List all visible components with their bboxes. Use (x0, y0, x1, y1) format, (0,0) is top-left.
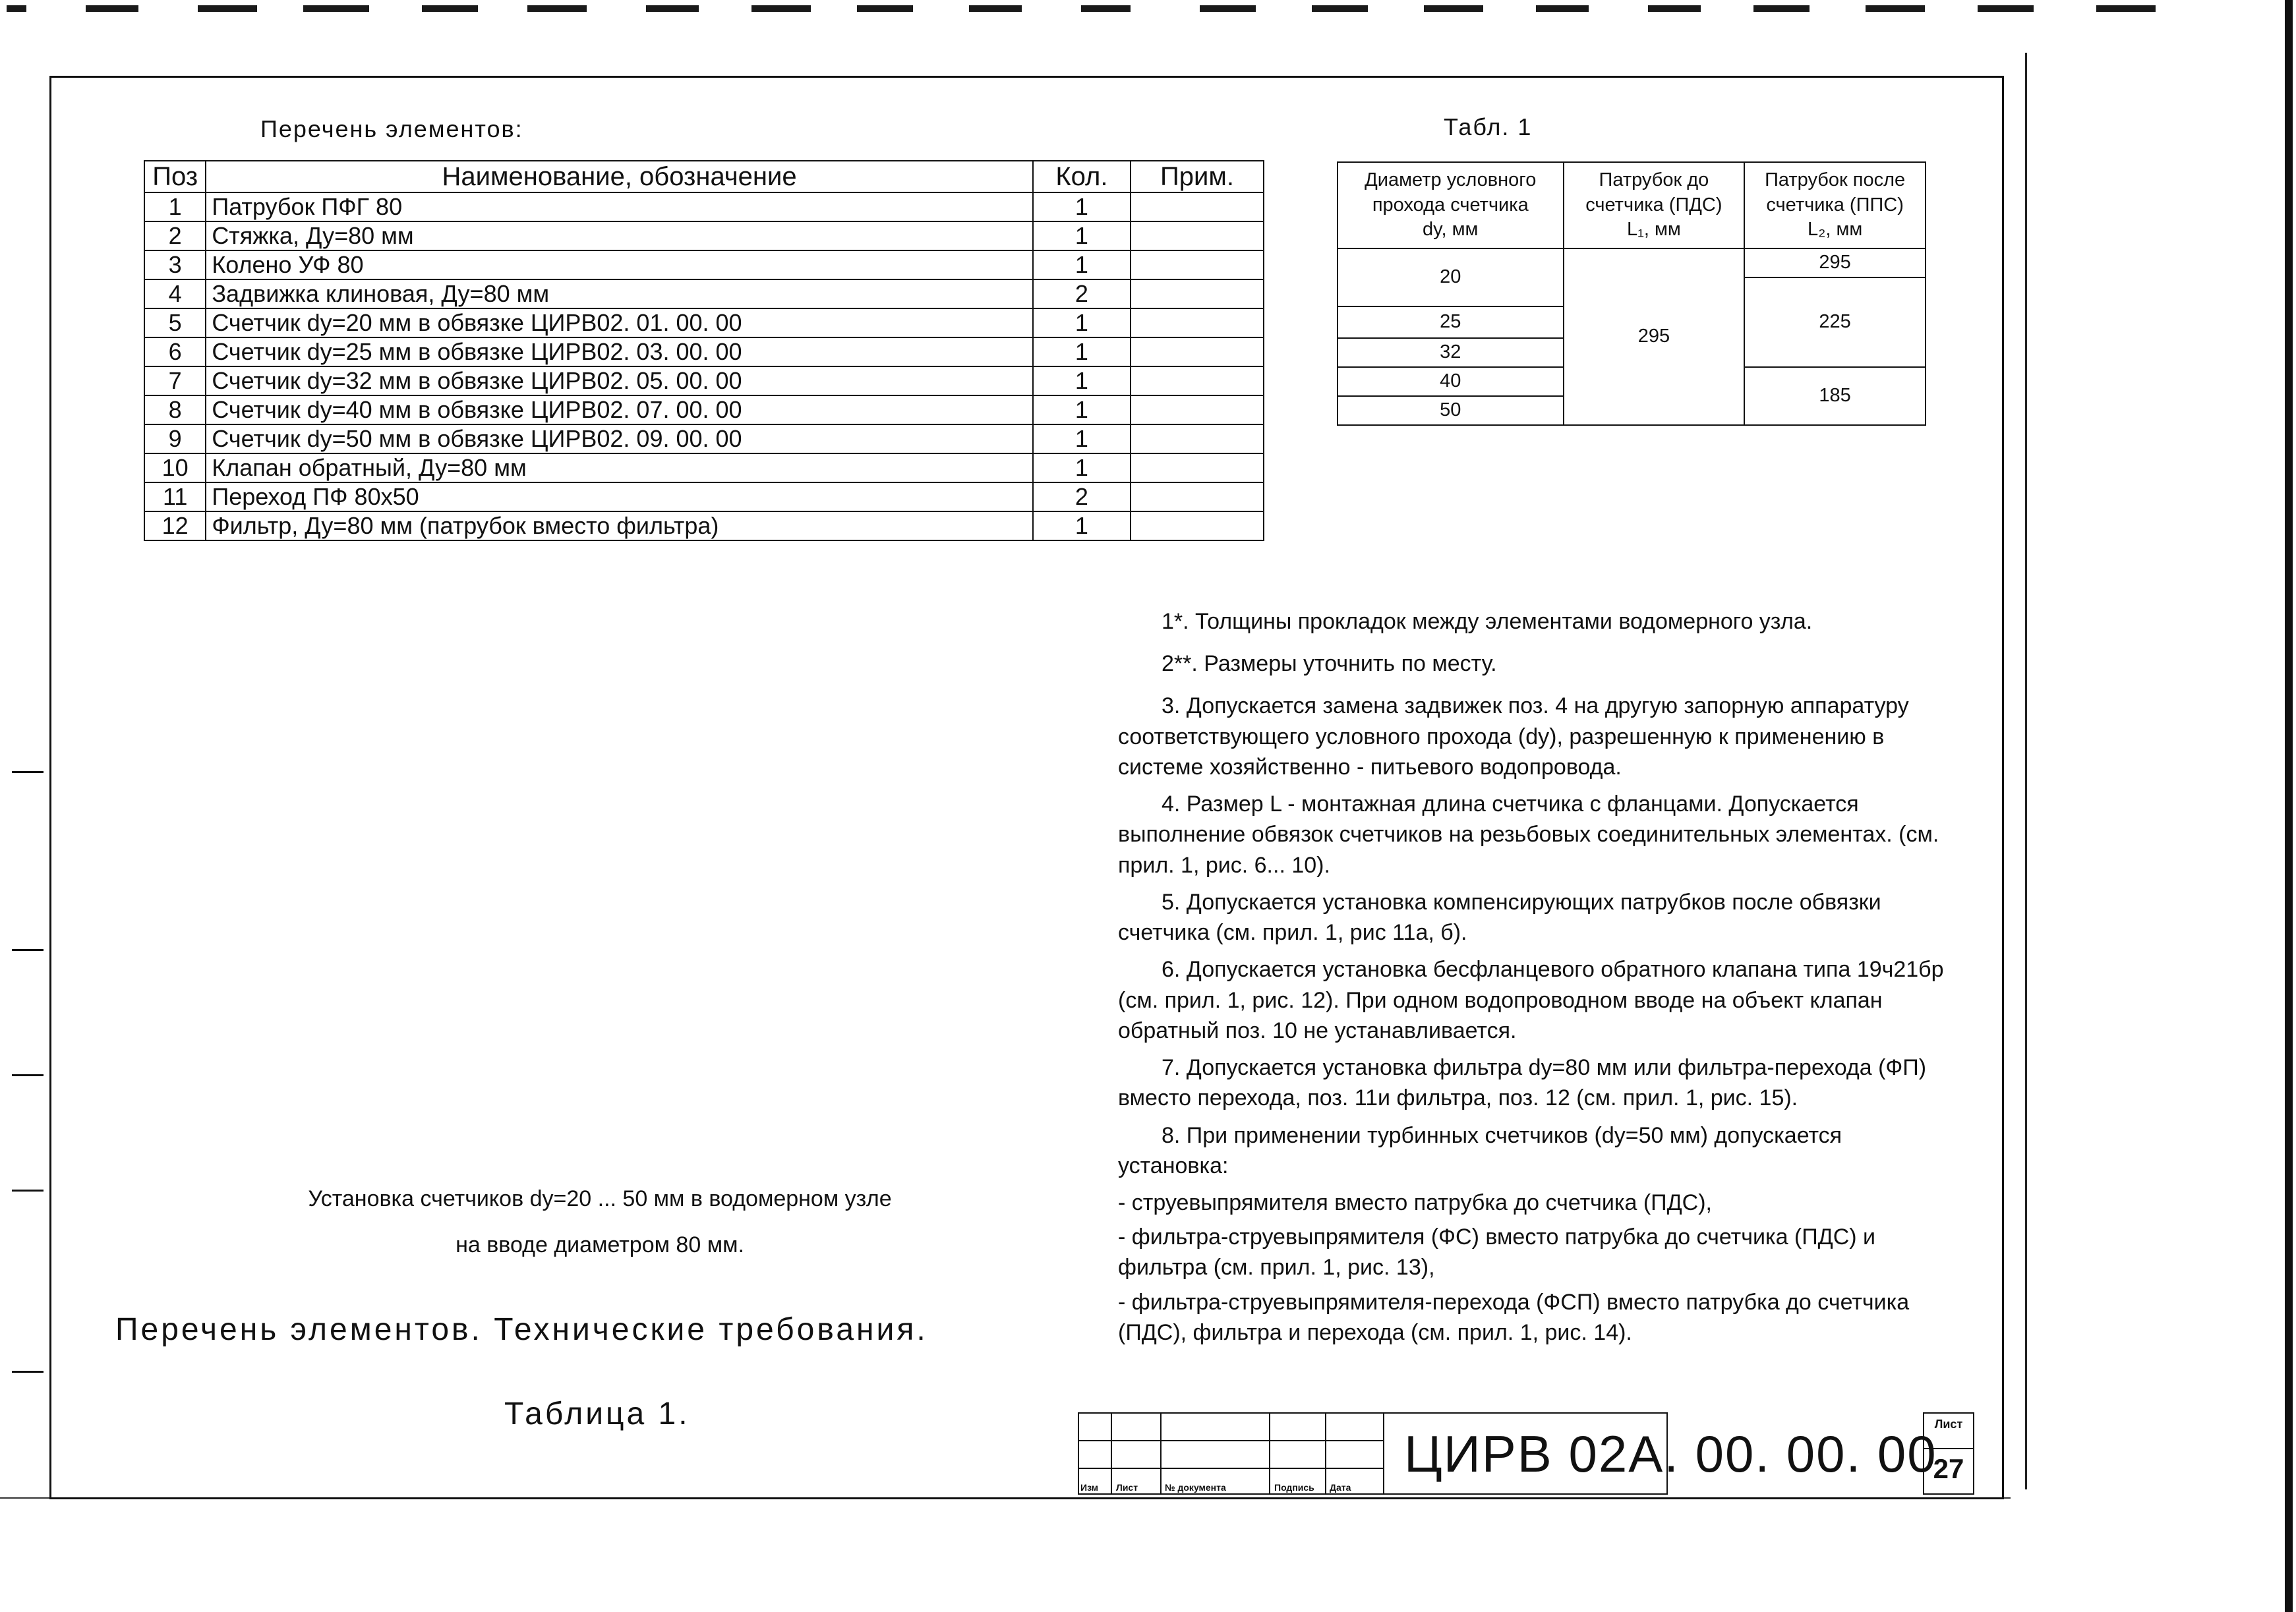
note-item: 1*. Толщины прокладок между элементами водомерного узла. (1162, 609, 1813, 634)
note-item: - фильтра-струевыпрямителя-перехода (ФСП) вместо патрубка до счетчика (ПДС), фильтра и перехода (см. прил. 1, рис. 14). (1118, 1289, 1910, 1345)
row-note (1131, 250, 1264, 279)
row-pos: 3 (144, 250, 206, 279)
table-row (144, 366, 1264, 395)
header-line: счетчика (ПДС) (1585, 194, 1722, 216)
dy-cell: 25 (1338, 306, 1564, 338)
row-note (1131, 279, 1264, 308)
elements-table (144, 160, 1264, 541)
row-qty: 1 (1033, 221, 1131, 250)
stamp-label-list: Лист (1116, 1482, 1138, 1493)
header-line: Патрубок после (1765, 169, 1906, 190)
row-name: Счетчик dy=25 мм в обвязке ЦИРВ02. 03. 00. 00 (206, 337, 1033, 366)
row-qty: 2 (1033, 279, 1131, 308)
row-name: Переход ПФ 80х50 (206, 482, 1033, 511)
header-note: Прим. (1131, 161, 1264, 192)
note-item: 4. Размер L - монтажная длина счетчика с фланцами. Допускается выполнение обвязок счетчиков на резьбовых соединительных элементах. (см. прил. 1, рис. 6... 10). (1118, 792, 1939, 878)
table-row (144, 279, 1264, 308)
table1-header-pds (1564, 162, 1745, 248)
table-row (144, 192, 1264, 221)
pps-cell: 295 (1744, 248, 1926, 277)
header-line: Диаметр условного (1365, 169, 1537, 190)
table-row (144, 337, 1264, 366)
stamp-row-line (1078, 1468, 1384, 1469)
elements-header-row (144, 161, 1264, 192)
dy-cell: 50 (1338, 396, 1564, 425)
stamp-label-izm: Изм (1080, 1482, 1099, 1493)
header-line: L₁, мм (1626, 219, 1681, 241)
row-pos: 9 (144, 424, 206, 453)
note-item: - фильтра-струевыпрямителя (ФС) вместо патрубка до счетчика (ПДС) и фильтра (см. прил. 1, рис. 13), (1118, 1224, 1876, 1281)
drawing-caption-line2: на вводе диаметром 80 мм. (456, 1232, 744, 1257)
stamp-label-sign: Подпись (1274, 1482, 1314, 1493)
note-item: 3. Допускается замена задвижек поз. 4 на другую запорную аппаратуру соответствующего условного прохода (dy), разрешенную к применению в системе хозяйственно - питьевого водопровода. (1118, 693, 1909, 780)
row-qty: 1 (1033, 337, 1131, 366)
row-qty: 2 (1033, 482, 1131, 511)
sheet-box (1923, 1412, 1974, 1495)
table-row (144, 511, 1264, 540)
row-note (1131, 511, 1264, 540)
row-note (1131, 337, 1264, 366)
pps-cell: 185 (1744, 367, 1926, 425)
header-qty: Кол. (1033, 161, 1131, 192)
row-note (1131, 395, 1264, 424)
left-margin-mark (12, 1371, 44, 1373)
header-name: Наименование, обозначение (206, 161, 1033, 192)
note-item: 7. Допускается установка фильтра dy=80 мм или фильтра-перехода (ФП) вместо перехода, поз. 11и фильтра, поз. 12 (см. прил. 1, рис. 15). (1118, 1055, 1927, 1111)
dy-cell: 32 (1338, 338, 1564, 367)
left-margin-mark (12, 1074, 44, 1076)
row-qty: 1 (1033, 424, 1131, 453)
table-row (144, 482, 1264, 511)
table-row (144, 453, 1264, 482)
elements-heading: Перечень элементов: (260, 115, 523, 142)
row-qty: 1 (1033, 250, 1131, 279)
left-margin-mark (12, 771, 44, 773)
row-pos: 6 (144, 337, 206, 366)
pps-cell: 225 (1744, 277, 1926, 367)
row-pos: 7 (144, 366, 206, 395)
sheet-right-line (2025, 53, 2027, 1489)
row-pos: 5 (144, 308, 206, 337)
dy-cell: 40 (1338, 367, 1564, 396)
row-pos: 4 (144, 279, 206, 308)
table1-header-row (1338, 162, 1926, 248)
row-note (1131, 192, 1264, 221)
row-name: Стяжка, Ду=80 мм (206, 221, 1033, 250)
row-name: Счетчик dy=40 мм в обвязке ЦИРВ02. 07. 00. 00 (206, 395, 1033, 424)
stamp-row-line (1078, 1440, 1384, 1441)
drawing-caption-line1: Установка счетчиков dy=20 ... 50 мм в водомерном узле (308, 1186, 892, 1211)
row-qty: 1 (1033, 366, 1131, 395)
stamp-label-doc: № документа (1165, 1482, 1226, 1493)
note-item: 6. Допускается установка бесфланцевого обратного клапана типа 19ч21бр (см. прил. 1, рис. 12). При одном водопроводном вводе на объект клапан обратный поз. 10 не устанавливается. (1118, 957, 1944, 1043)
row-qty: 1 (1033, 395, 1131, 424)
table-row (144, 221, 1264, 250)
row-name: Счетчик dy=32 мм в обвязке ЦИРВ02. 05. 00. 00 (206, 366, 1033, 395)
header-line: прохода счетчика (1372, 194, 1529, 216)
header-line: Патрубок до (1599, 169, 1709, 190)
document-code: ЦИРВ 02А. 00. 00. 00 (1404, 1425, 1937, 1483)
row-note (1131, 221, 1264, 250)
row-name: Патрубок ПФГ 80 (206, 192, 1033, 221)
row-pos: 2 (144, 221, 206, 250)
row-note (1131, 308, 1264, 337)
row-name: Клапан обратный, Ду=80 мм (206, 453, 1033, 482)
sheet-number: 27 (1924, 1448, 1973, 1485)
table1-header-pps (1744, 162, 1926, 248)
row-name: Фильтр, Ду=80 мм (патрубок вместо фильтра) (206, 511, 1033, 540)
note-item: - струевыпрямителя вместо патрубка до счетчика (ПДС), (1118, 1190, 1712, 1215)
table-row (144, 250, 1264, 279)
note-item: 8. При применении турбинных счетчиков (dy=50 мм) допускается установка: (1118, 1122, 1842, 1178)
scan-edge-bar (2285, 0, 2293, 1612)
table-row (144, 395, 1264, 424)
table-row (1338, 248, 1926, 277)
row-pos: 1 (144, 192, 206, 221)
left-margin-mark (12, 949, 44, 951)
row-name: Колено УФ 80 (206, 250, 1033, 279)
title-block (1078, 1412, 1974, 1495)
header-line: dy, мм (1423, 219, 1479, 241)
row-qty: 1 (1033, 511, 1131, 540)
row-name: Задвижка клиновая, Ду=80 мм (206, 279, 1033, 308)
pds-cell: 295 (1564, 248, 1745, 425)
table1 (1337, 161, 1926, 426)
note-item: 2**. Размеры уточнить по месту. (1162, 651, 1497, 677)
table1-title: Табл. 1 (1444, 113, 1533, 140)
sheet-label: Лист (1934, 1418, 1963, 1431)
row-note (1131, 453, 1264, 482)
row-qty: 1 (1033, 453, 1131, 482)
left-margin-mark (12, 1190, 44, 1192)
table-label: Таблица 1. (504, 1396, 690, 1431)
row-name: Счетчик dy=20 мм в обвязке ЦИРВ02. 01. 00. 00 (206, 308, 1033, 337)
header-line: L₂, мм (1807, 219, 1863, 241)
header-line: счетчика (ППС) (1766, 194, 1904, 216)
table1-header-dy (1338, 162, 1564, 248)
row-name: Счетчик dy=50 мм в обвязке ЦИРВ02. 09. 00. 00 (206, 424, 1033, 453)
note-item: 5. Допускается установка компенсирующих патрубков после обвязки счетчика (см. прил. 1, рис 11а, б). (1118, 889, 1881, 946)
row-pos: 8 (144, 395, 206, 424)
section-title: Перечень элементов. Технические требования. (115, 1312, 928, 1347)
row-qty: 1 (1033, 308, 1131, 337)
row-note (1131, 366, 1264, 395)
dy-cell: 20 (1338, 248, 1564, 306)
table-row (144, 424, 1264, 453)
row-pos: 11 (144, 482, 206, 511)
row-pos: 12 (144, 511, 206, 540)
row-note (1131, 424, 1264, 453)
scan-noise-strip (0, 0, 2296, 20)
stamp-label-date: Дата (1330, 1482, 1351, 1493)
row-qty: 1 (1033, 192, 1131, 221)
row-pos: 10 (144, 453, 206, 482)
technical-requirements (1118, 606, 1955, 1352)
header-pos: Поз (144, 161, 206, 192)
table-row (144, 308, 1264, 337)
row-note (1131, 482, 1264, 511)
